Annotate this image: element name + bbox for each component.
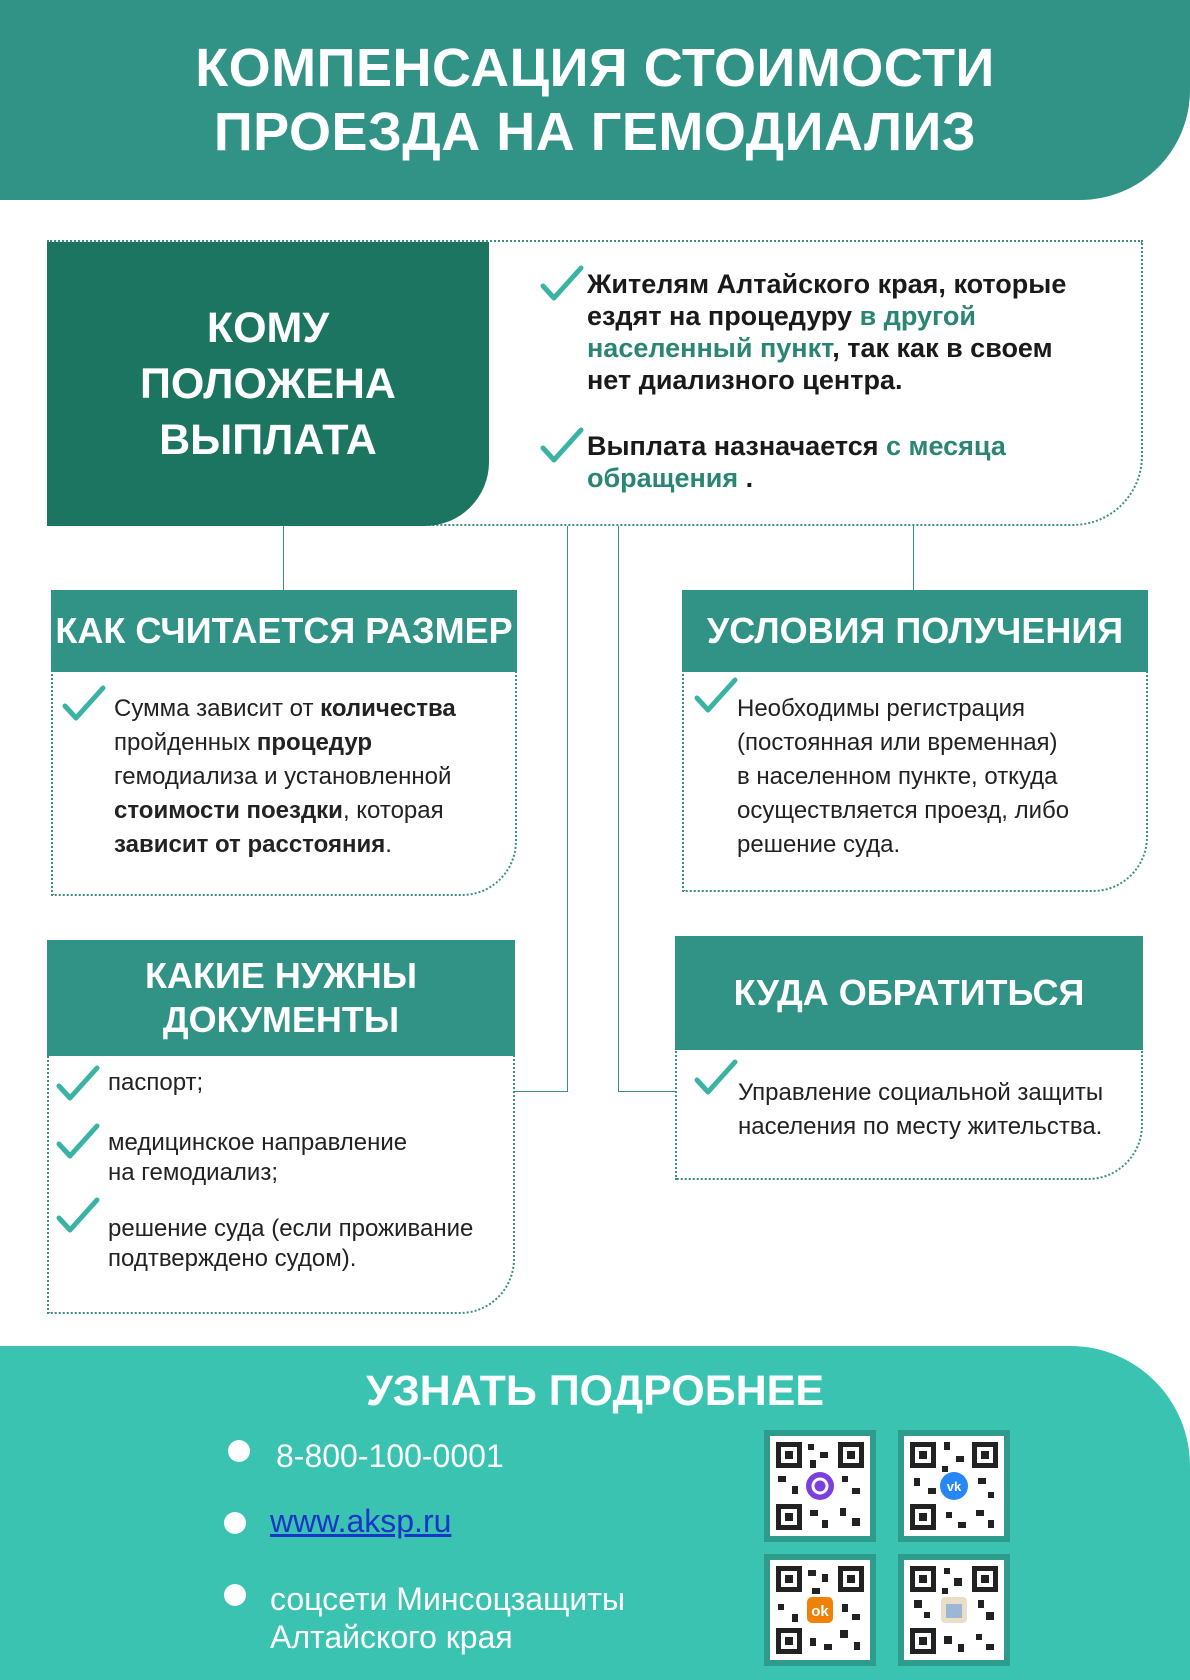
connector-line — [567, 526, 568, 1092]
check-icon — [540, 426, 584, 466]
size-text-bold: стоимости поездки — [114, 797, 343, 824]
max-qr-icon[interactable] — [764, 1430, 876, 1542]
connector-line — [618, 1091, 675, 1092]
bullet-icon — [224, 1512, 246, 1534]
check-icon — [694, 676, 738, 716]
ok-qr-icon[interactable] — [764, 1554, 876, 1666]
who-item-1-line-4: нет диализного центра. — [587, 365, 903, 395]
document-item — [108, 1214, 473, 1274]
who-item-2-highlight-1: с месяца — [886, 431, 1006, 461]
social-networks-text — [270, 1580, 625, 1656]
who-item-2-highlight-2: обращения — [587, 463, 739, 493]
svg-text:ok: ok — [811, 1603, 829, 1620]
check-icon — [56, 1064, 100, 1104]
vk-qr-icon[interactable] — [898, 1430, 1010, 1542]
bullet-icon — [224, 1584, 246, 1606]
size-heading: КАК СЧИТАЕТСЯ РАЗМЕР — [51, 590, 517, 672]
page-title-line-1: КОМПЕНСАЦИЯ СТОИМОСТИ — [195, 38, 995, 98]
check-icon — [540, 264, 584, 304]
document-item-line: медицинское направление — [108, 1129, 408, 1156]
svg-text:vk: vk — [946, 1479, 962, 1494]
page-title-line-2: ПРОЕЗДА НА ГЕМОДИАЛИЗ — [213, 102, 977, 162]
documents-heading-line-2: ДОКУМЕНТЫ — [162, 999, 400, 1040]
check-icon — [56, 1122, 100, 1162]
size-text-bold: процедур — [256, 729, 373, 756]
website-link[interactable]: www.aksp.ru — [270, 1503, 452, 1539]
conditions-line: решение суда. — [737, 831, 901, 858]
size-text-bold: количества — [320, 695, 456, 722]
phone-number[interactable]: 8-800-100-0001 — [276, 1438, 504, 1474]
who-heading-line-3: ВЫПЛАТА — [159, 416, 377, 464]
size-text-part: Сумма зависит от — [114, 695, 321, 722]
where-text — [738, 1076, 1103, 1144]
who-heading-line-2: ПОЛОЖЕНА — [140, 360, 396, 408]
document-item-line: на гемодиализ; — [108, 1159, 279, 1186]
who-item-1-highlight-1: в другой — [859, 301, 976, 331]
who-heading-panel — [47, 242, 489, 526]
who-item-1-highlight-2: населенный пункт — [587, 333, 833, 363]
connector-line — [913, 526, 914, 590]
web-qr-icon[interactable] — [898, 1554, 1010, 1666]
size-text-part: пройденных — [114, 729, 257, 756]
conditions-text — [737, 692, 1069, 862]
who-item-2-line-2: . — [738, 463, 754, 493]
who-item-2-line-1: Выплата назначается — [587, 431, 886, 461]
conditions-line: (постоянная или временная) — [737, 729, 1058, 756]
check-icon — [56, 1196, 100, 1236]
who-item-1-line-2: ездят на процедуру — [587, 301, 860, 331]
footer-title: УЗНАТЬ ПОДРОБНЕЕ — [365, 1367, 825, 1415]
connector-line — [515, 1091, 568, 1092]
conditions-line: Необходимы регистрация — [737, 695, 1026, 722]
document-item-line: подтверждено судом). — [108, 1245, 357, 1272]
connector-line — [283, 526, 284, 590]
social-line-1: соцсети Минсоцзащиты — [270, 1581, 625, 1617]
who-item-1 — [587, 268, 1066, 396]
social-line-2: Алтайского края — [270, 1619, 513, 1655]
connector-line — [618, 526, 619, 1092]
check-icon — [62, 684, 106, 724]
conditions-heading: УСЛОВИЯ ПОЛУЧЕНИЯ — [682, 590, 1148, 672]
documents-heading-line-1: КАКИЕ НУЖНЫ — [144, 955, 417, 996]
size-text-part: , которая — [342, 797, 444, 824]
where-line: населения по месту жительства. — [738, 1113, 1103, 1140]
where-heading: КУДА ОБРАТИТЬСЯ — [675, 936, 1143, 1050]
who-item-1-line-3: , так как в своем — [832, 333, 1053, 363]
document-item: паспорт; — [108, 1069, 204, 1096]
conditions-line: осуществляется проезд, либо — [737, 797, 1070, 824]
documents-heading — [47, 940, 515, 1056]
header-banner — [0, 0, 1190, 200]
check-icon — [694, 1058, 738, 1098]
size-text-part: . — [385, 831, 392, 858]
document-item — [108, 1128, 407, 1188]
size-text — [114, 692, 456, 862]
size-text-bold: зависит от расстояния — [114, 831, 386, 858]
bullet-icon — [228, 1440, 250, 1462]
document-item-line: решение суда (если проживание — [108, 1215, 474, 1242]
where-line: Управление социальной защиты — [738, 1079, 1104, 1106]
who-heading-line-1: КОМУ — [206, 304, 330, 352]
who-item-2 — [587, 430, 1006, 494]
size-text-part: гемодиализа и установленной — [114, 763, 452, 790]
who-item-1-line-1: Жителям Алтайского края, которые — [587, 269, 1067, 299]
conditions-line: в населенном пункте, откуда — [737, 763, 1058, 790]
